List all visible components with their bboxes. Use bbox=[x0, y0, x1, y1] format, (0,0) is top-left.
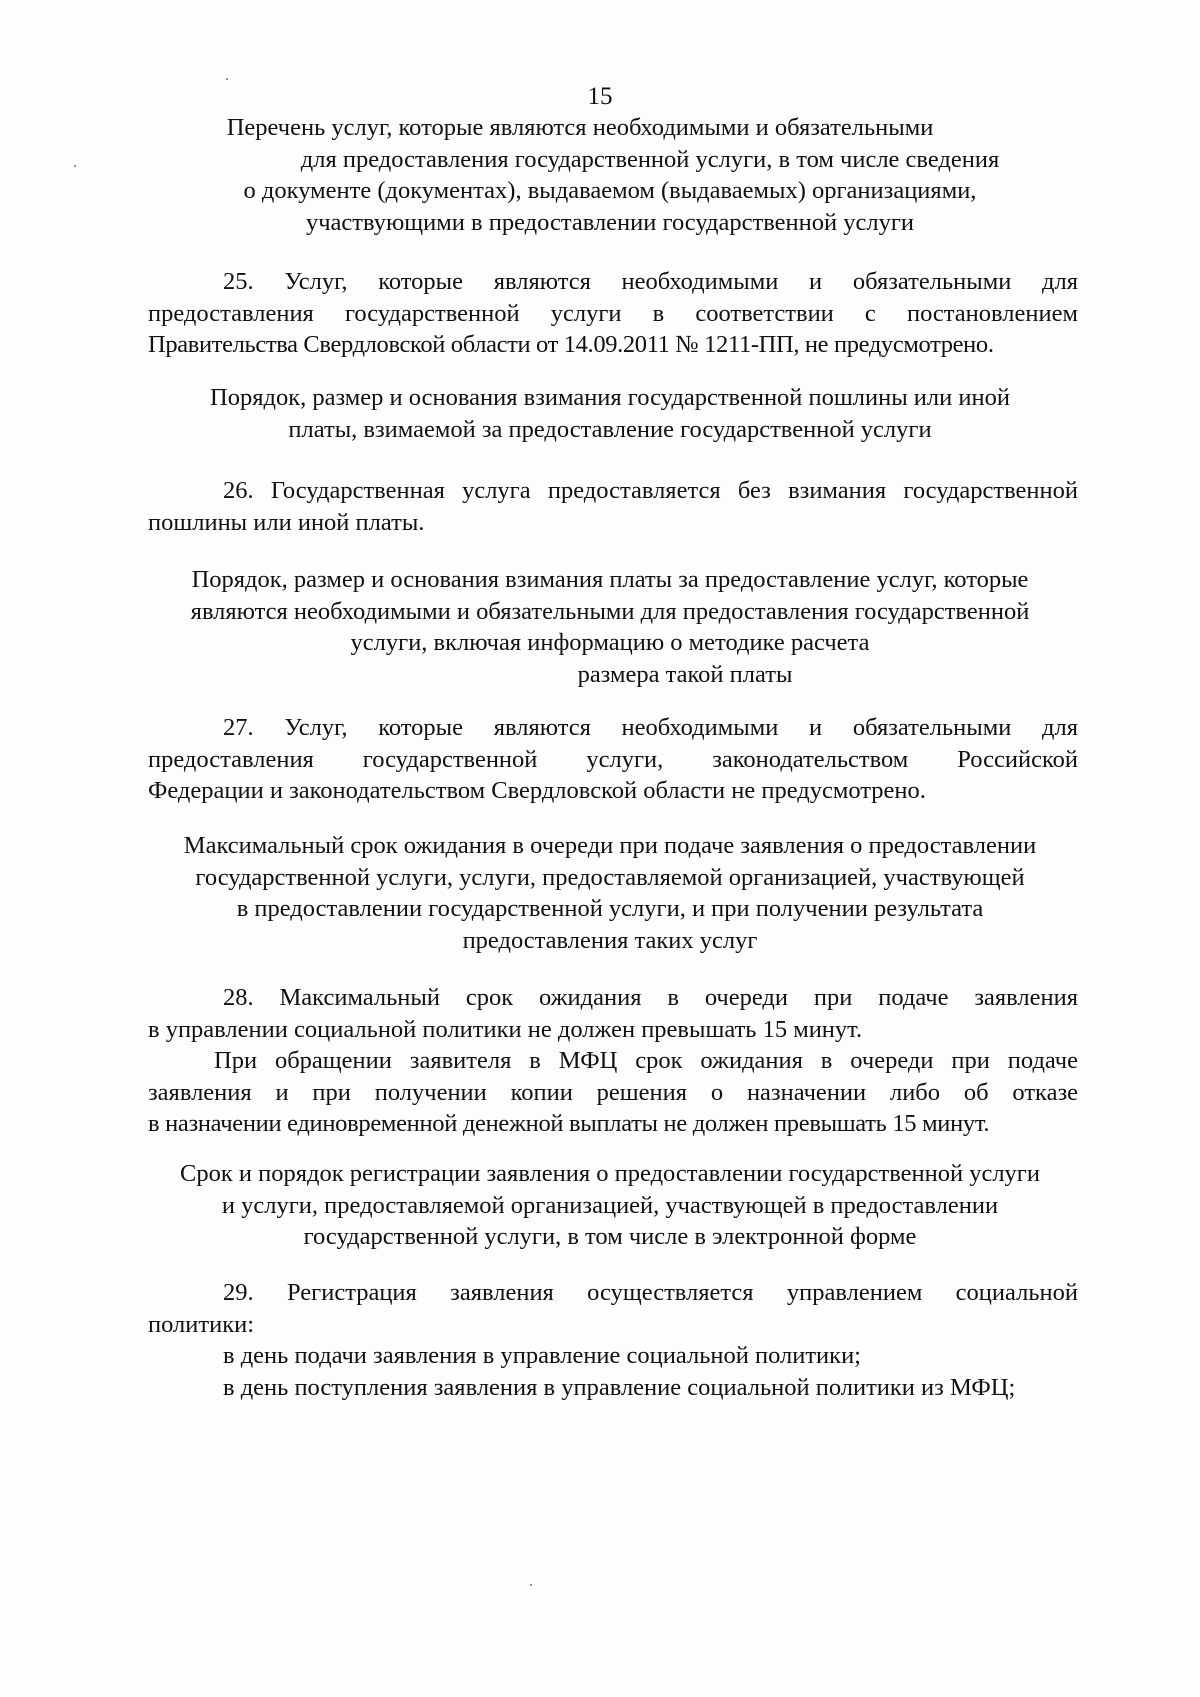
paragraph-line: в назначении единовременной денежной выплаты не должен превышать 15 минут. bbox=[148, 1110, 990, 1137]
scan-speck bbox=[74, 165, 76, 167]
paragraph-line: При обращении заявителя в МФЦ срок ожидания в очереди при подаче bbox=[214, 1047, 1078, 1074]
paragraph-line: в управлении социальной политики не должен превышать 15 минут. bbox=[148, 1015, 863, 1043]
heading-line: услуги, включая информацию о методике расчета bbox=[350, 629, 870, 656]
heading-line: являются необходимыми и обязательными для предоставления государственной bbox=[190, 597, 1030, 625]
section-heading-max-wait bbox=[140, 830, 1080, 956]
paragraph-line: 25. Услуг, которые являются необходимыми и обязательными для bbox=[223, 268, 1078, 295]
heading-line: государственной услуги, в том числе в электронной форме bbox=[303, 1223, 917, 1250]
heading-line: о документе (документах), выдаваемом (выдаваемых) организациями, bbox=[243, 177, 977, 204]
paragraph-line: предоставления государственной услуги в соответствии с постановлением bbox=[148, 299, 1078, 327]
paragraph-line: в день подачи заявления в управление социальной политики; bbox=[223, 1342, 861, 1369]
paragraph-26 bbox=[148, 475, 1078, 538]
scan-speck bbox=[530, 1584, 532, 1586]
heading-line: участвующими в предоставлении государственной услуги bbox=[305, 208, 914, 236]
paragraph-line: Правительства Свердловской области от 14.09.2011 № 1211-ПП, не предусмотрено. bbox=[148, 331, 994, 358]
heading-line: Максимальный срок ожидания в очереди при подаче заявления о предоставлении bbox=[183, 832, 1037, 859]
section-heading-services-list bbox=[140, 112, 1080, 238]
heading-line: платы, взимаемой за предоставление государственной услуги bbox=[288, 415, 932, 443]
heading-line: в предоставлении государственной услуги, и при получении результата bbox=[236, 895, 984, 922]
paragraph-line: Федерации и законодательством Свердловской области не предусмотрено. bbox=[148, 777, 926, 804]
page-number: 15 bbox=[587, 83, 613, 110]
heading-line: Порядок, размер и основания взимания платы за предоставление услуг, которые bbox=[191, 566, 1029, 593]
heading-line: для предоставления государственной услуги, в том числе сведения bbox=[300, 145, 1000, 173]
paragraph-27 bbox=[148, 712, 1078, 807]
heading-line: предоставления таких услуг bbox=[462, 926, 758, 954]
heading-line: и услуги, предоставляемой организацией, участвующей в предоставлении bbox=[221, 1191, 999, 1219]
heading-line: размера такой платы bbox=[577, 660, 793, 688]
paragraph-line: предоставления государственной услуги, законодательством Российской bbox=[148, 745, 1078, 773]
heading-line: Перечень услуг, которые являются необходимыми и обязательными bbox=[226, 114, 934, 141]
scan-speck bbox=[226, 78, 228, 80]
section-heading-state-fee bbox=[140, 382, 1080, 445]
paragraph-25 bbox=[148, 266, 1078, 361]
heading-line: Срок и порядок регистрации заявления о предоставлении государственной услуги bbox=[180, 1160, 1040, 1187]
paragraph-line: 26. Государственная услуга предоставляется без взимания государственной bbox=[223, 477, 1078, 504]
section-heading-fee-calculation bbox=[140, 564, 1080, 690]
paragraph-line: 28. Максимальный срок ожидания в очереди при подаче заявления bbox=[223, 984, 1078, 1011]
section-heading-registration bbox=[140, 1158, 1080, 1253]
paragraph-line: пошлины или иной платы. bbox=[148, 508, 425, 536]
paragraph-29 bbox=[148, 1277, 1078, 1403]
paragraph-line: 27. Услуг, которые являются необходимыми и обязательными для bbox=[223, 714, 1078, 741]
heading-line: Порядок, размер и основания взимания государственной пошлины или иной bbox=[210, 384, 1010, 411]
heading-line: государственной услуги, услуги, предоставляемой организацией, участвующей bbox=[195, 863, 1025, 891]
paragraph-28 bbox=[148, 982, 1078, 1140]
paragraph-line: 29. Регистрация заявления осуществляется управлением социальной bbox=[223, 1279, 1078, 1306]
paragraph-line: политики: bbox=[148, 1310, 255, 1338]
paragraph-line: в день поступления заявления в управление социальной политики из МФЦ; bbox=[223, 1373, 1016, 1401]
paragraph-line: заявления и при получении копии решения о назначении либо об отказе bbox=[148, 1078, 1078, 1106]
